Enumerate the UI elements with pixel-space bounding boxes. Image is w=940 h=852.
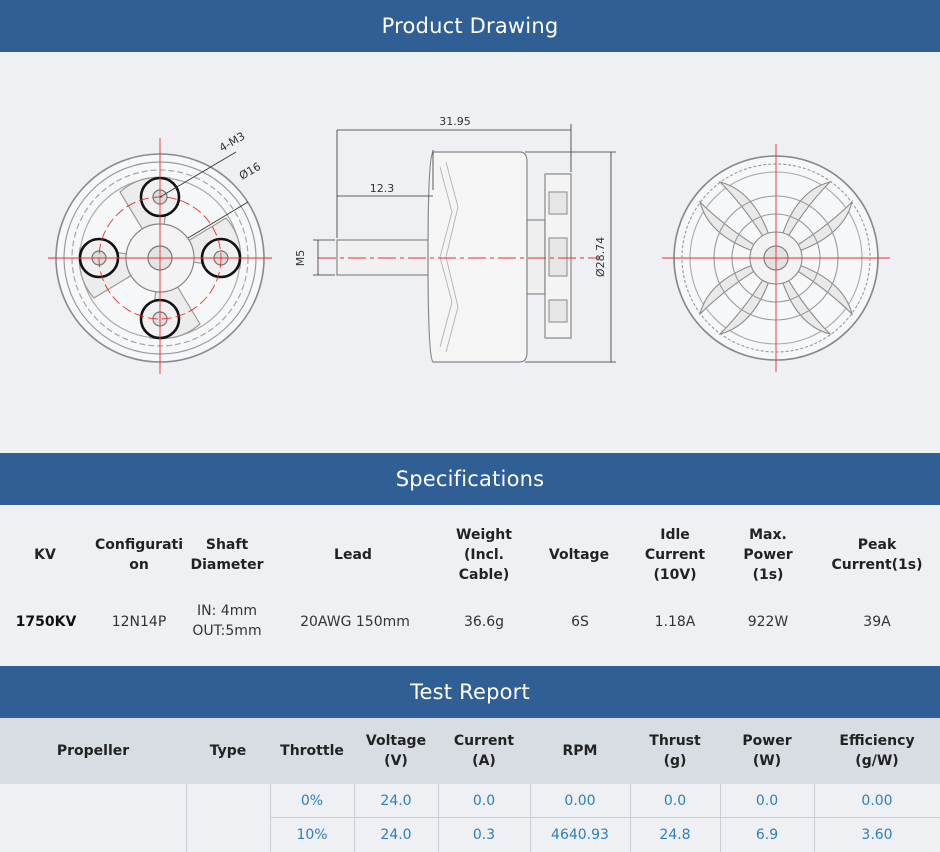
specifications-header	[0, 453, 940, 505]
dim-m3-label: 4-M3	[217, 129, 248, 155]
test-report-header-row	[0, 718, 940, 784]
report-header-thrust: Thrust (g)	[649, 733, 701, 769]
report-row-0-voltage: 24.0	[380, 792, 412, 809]
report-row-1-rpm: 4640.93	[551, 826, 609, 843]
report-row-0-power: 0.0	[755, 792, 779, 809]
spec-header-weight: Weight (Incl. Cable)	[456, 527, 512, 583]
report-header-power: Power (W)	[742, 733, 792, 769]
spec-header-max-power: Max. Power (1s)	[743, 527, 793, 583]
report-row-1-voltage: 24.0	[380, 826, 412, 843]
product-drawing	[0, 52, 940, 453]
report-row-1-current: 0.3	[472, 826, 496, 843]
spec-value-lead: 20AWG 150mm	[300, 614, 410, 630]
dim-length-label: 31.95	[439, 115, 471, 128]
product-drawing-title: Product Drawing	[381, 14, 559, 38]
spec-value-weight: 36.6g	[463, 614, 505, 630]
report-header-current: Current (A)	[453, 733, 515, 769]
product-drawing-header	[0, 0, 940, 52]
spec-value-idle-current: 1.18A	[654, 614, 696, 630]
spec-value-kv: 1750KV	[15, 614, 77, 630]
specifications-table	[0, 505, 940, 666]
report-row-0-efficiency: 0.00	[861, 792, 893, 809]
report-header-voltage: Voltage (V)	[365, 733, 427, 769]
dim-shaft-length-label: 12.3	[369, 182, 395, 195]
column-divider	[186, 784, 187, 852]
spec-header-configuration: Configurati on	[94, 537, 184, 573]
dim-diameter-label: Ø28.74	[594, 236, 607, 278]
test-report-header	[0, 666, 940, 718]
report-row-0-thrust: 0.0	[663, 792, 687, 809]
report-header-efficiency: Efficiency (g/W)	[839, 733, 915, 769]
spec-header-peak-current: Peak Current(1s)	[831, 537, 923, 573]
test-report-body	[0, 784, 940, 852]
report-header-type: Type	[209, 743, 247, 759]
report-row-1-thrust: 24.8	[659, 826, 691, 843]
report-row-1-power: 6.9	[755, 826, 779, 843]
spec-header-lead: Lead	[334, 547, 372, 563]
motor-bell-view	[662, 144, 890, 372]
motor-side-view	[313, 124, 616, 362]
spec-value-voltage: 6S	[571, 614, 589, 630]
spec-value-shaft-diameter: IN: 4mm OUT:5mm	[192, 603, 262, 639]
report-row-0-throttle: 0%	[300, 792, 324, 809]
report-row-0-rpm: 0.00	[564, 792, 596, 809]
report-header-throttle: Throttle	[280, 743, 344, 759]
spec-header-shaft-diameter: Shaft Diameter	[190, 537, 264, 573]
spec-value-peak-current: 39A	[863, 614, 891, 630]
test-report-table	[0, 718, 940, 852]
spec-header-kv: KV	[34, 547, 56, 563]
dim-m5-label: M5	[294, 249, 307, 267]
spec-value-configuration: 12N14P	[111, 614, 167, 630]
spec-header-voltage: Voltage	[548, 547, 610, 563]
motor-drawing-svg	[0, 52, 940, 453]
report-row-1-throttle: 10%	[296, 826, 328, 843]
test-report-title: Test Report	[410, 680, 530, 704]
spec-header-idle-current: Idle Current (10V)	[644, 527, 706, 583]
report-row-1-efficiency: 3.60	[861, 826, 893, 843]
spec-value-max-power: 922W	[747, 614, 789, 630]
dim-d16-label: Ø16	[237, 160, 264, 183]
specifications-title: Specifications	[395, 467, 545, 491]
report-header-propeller: Propeller	[56, 743, 130, 759]
report-header-rpm: RPM	[562, 743, 598, 759]
report-row-0-current: 0.0	[472, 792, 496, 809]
